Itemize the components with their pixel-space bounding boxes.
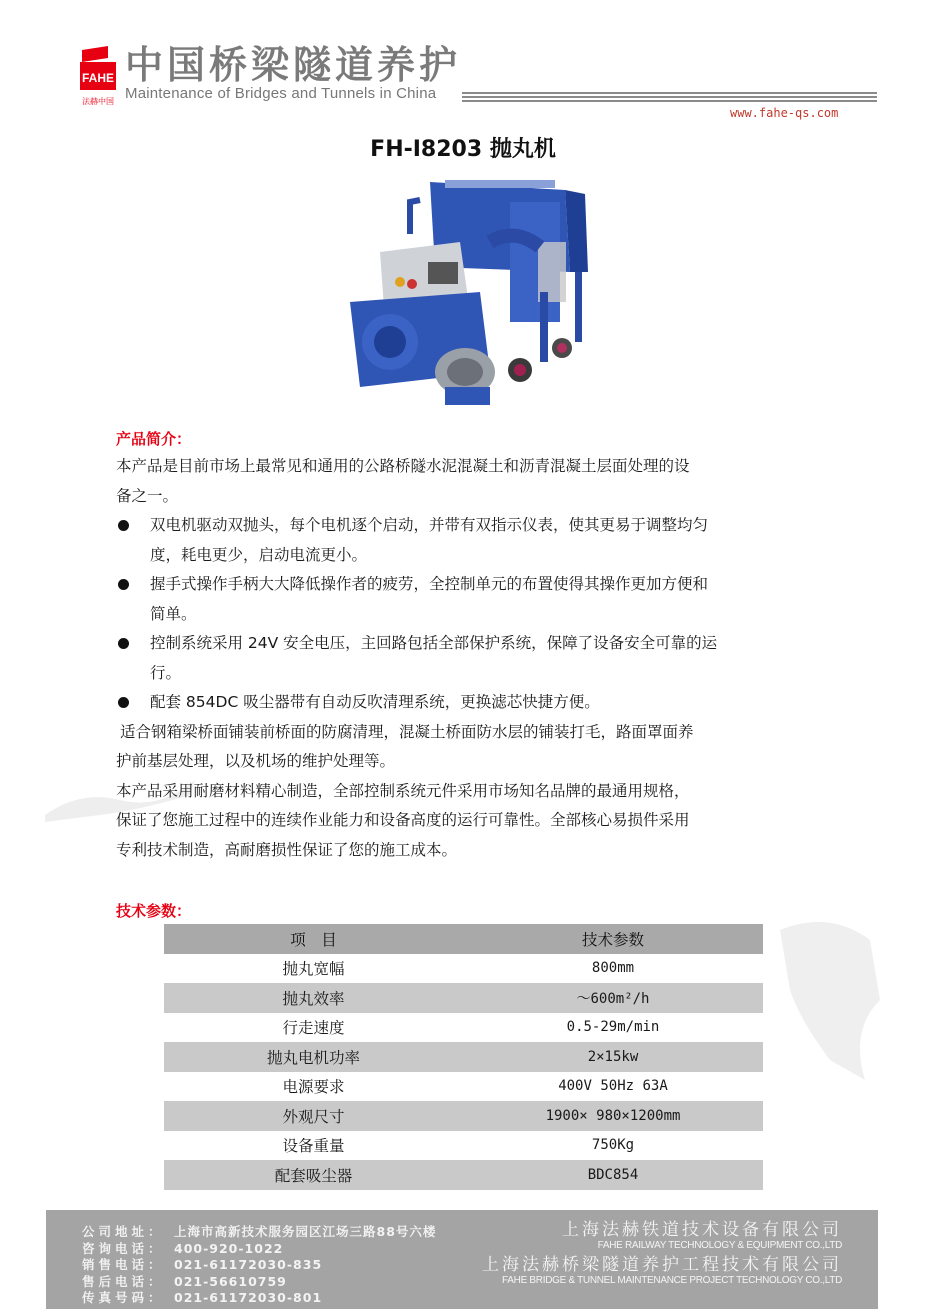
spec-item: 配套吸尘器 <box>164 1160 463 1190</box>
contact-list <box>82 1224 436 1307</box>
spec-item: 抛丸宽幅 <box>282 960 345 979</box>
header-title-en: Maintenance of Bridges and Tunnels in China <box>125 85 437 102</box>
bullet-dot-icon <box>118 520 129 531</box>
svg-text:法赫中国: 法赫中国 <box>82 97 114 106</box>
spec-value: 0.5-29m/min <box>566 1019 660 1036</box>
specs-heading: 技术参数： <box>116 902 192 920</box>
table-row <box>164 1042 763 1072</box>
company1-name-en: FAHE RAILWAY TECHNOLOGY & EQUIPMENT CO.,LTD <box>597 1240 842 1251</box>
product-title: FH-I8203 抛丸机 <box>370 137 556 162</box>
spec-value: ～600m²/h <box>463 983 763 1013</box>
spec-item: 抛丸效率 <box>164 983 463 1013</box>
fahe-logo <box>78 44 118 108</box>
table-header-value: 技术参数 <box>463 924 763 954</box>
table-header-row <box>164 924 763 954</box>
spec-item: 外观尺寸 <box>164 1101 463 1131</box>
application-paragraph-line: 护前基层处理，以及机场的维护处理等。 <box>116 752 396 770</box>
quality-paragraph-line: 专利技术制造，高耐磨损性保证了您的施工成本。 <box>116 840 458 859</box>
table-row <box>164 1013 763 1043</box>
specs-table <box>164 924 763 1190</box>
spec-value: 750Kg <box>591 1137 635 1154</box>
website-link[interactable]: www.fahe-qs.com <box>730 106 839 120</box>
spec-value: 2×15kw <box>463 1042 763 1072</box>
spec-item: 抛丸电机功率 <box>164 1042 463 1072</box>
spec-item: 电源要求 <box>282 1078 345 1097</box>
contact-address: 公司地址： 上海市高新技术服务园区江场三路88号六楼 <box>82 1224 437 1239</box>
contact-fax: 传真号码： 021-61172030-801 <box>82 1290 323 1306</box>
header-divider <box>462 92 877 100</box>
spec-value: 400V 50Hz 63A <box>558 1078 668 1095</box>
decorative-map-silhouette-right <box>770 910 890 1090</box>
table-header-item: 项 目 <box>164 924 463 954</box>
intro-lead-line: 备之一。 <box>116 486 179 505</box>
company-names <box>482 1220 842 1290</box>
feature-bullet: 握手式操作手柄大大降低操作者的疲劳，全控制单元的布置使得其操作更加方便和 简单。 <box>116 570 816 629</box>
table-row <box>164 954 763 984</box>
table-row <box>164 1131 763 1161</box>
footer-contact-bar <box>46 1210 878 1309</box>
spec-value: BDC854 <box>463 1160 763 1190</box>
contact-inquiry-phone: 咨询电话： 400-920-1022 <box>82 1240 284 1256</box>
company1-name-cn: 上海法赫铁道技术设备有限公司 <box>562 1220 842 1240</box>
shot-blaster-machine-image <box>340 172 600 410</box>
feature-bullet: 双电机驱动双抛头，每个电机逐个启动，并带有双指示仪表，使其更易于调整均匀 度，耗电更少，启动电流更小。 <box>116 511 816 570</box>
intro-heading: 产品简介： <box>116 430 192 448</box>
bullet-dot-icon <box>118 697 129 708</box>
intro-lead-line: 本产品是目前市场上最常见和通用的公路桥隧水泥混凝土和沥青混凝土层面处理的设 <box>116 457 690 475</box>
quality-paragraph-line: 保证了您施工过程中的连续作业能力和设备高度的运行可靠性。全部核心易损件采用 <box>116 811 690 829</box>
table-row <box>164 983 763 1013</box>
contact-service-phone: 售后电话： 021-56610759 <box>82 1273 287 1289</box>
bullet-dot-icon <box>118 638 129 649</box>
spec-value: 1900× 980×1200mm <box>463 1101 763 1131</box>
intro-body <box>116 452 816 865</box>
feature-bullet: 配套 854DC 吸尘器带有自动反吹清理系统，更换滤芯快捷方便。 <box>116 688 816 718</box>
quality-paragraph-line: 本产品采用耐磨材料精心制造，全部控制系统元件采用市场知名品牌的最通用规格， <box>116 781 690 800</box>
spec-item: 设备重量 <box>282 1137 345 1156</box>
feature-bullet: 控制系统采用 24V 安全电压，主回路包括全部保护系统，保障了设备安全可靠的运 行。 <box>116 629 816 688</box>
bullet-dot-icon <box>118 579 129 590</box>
company2-name-cn: 上海法赫桥梁隧道养护工程技术有限公司 <box>482 1255 842 1275</box>
svg-text:FAHE: FAHE <box>81 71 115 85</box>
contact-sales-phone: 销售电话： 021-61172030-835 <box>82 1257 323 1273</box>
company2-name-en: FAHE BRIDGE & TUNNEL MAINTENANCE PROJECT TECHNOLOGY CO.,LTD <box>502 1275 842 1286</box>
application-paragraph-line: 适合钢箱梁桥面铺装前桥面的防腐清理，混凝土桥面防水层的铺装打毛，路面罩面养 <box>120 722 694 741</box>
spec-item: 行走速度 <box>282 1019 345 1038</box>
spec-value: 800mm <box>591 960 635 977</box>
table-row <box>164 1072 763 1102</box>
header-title-cn: 中国桥梁隧道养护 <box>125 43 462 87</box>
table-row <box>164 1160 763 1190</box>
table-row <box>164 1101 763 1131</box>
